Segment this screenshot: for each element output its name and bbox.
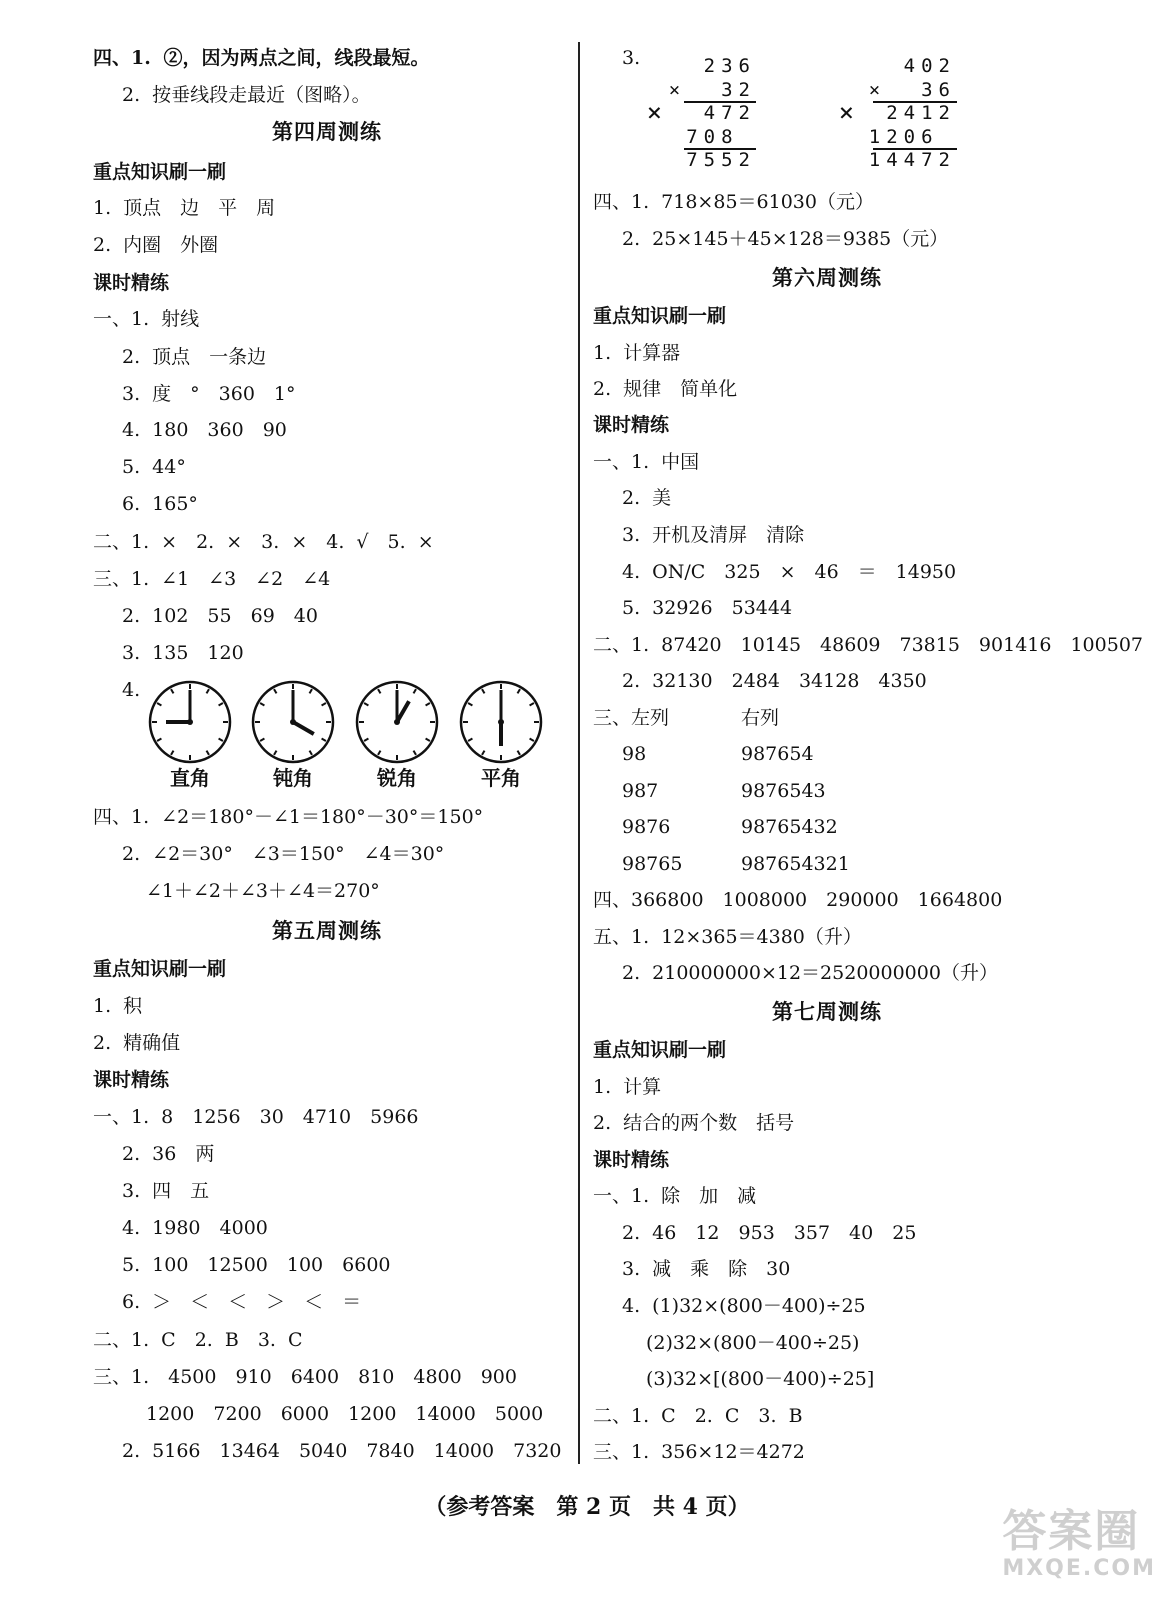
answer-line: 2. 32130 2484 34128 4350 xyxy=(622,670,927,692)
clock-tick xyxy=(260,703,264,706)
section-title-week5: 第五周测练 xyxy=(272,918,382,943)
clock-tick xyxy=(310,751,313,755)
answer-line: 4. 1980 4000 xyxy=(122,1217,268,1239)
clock-tick xyxy=(426,739,430,742)
clock-tick xyxy=(364,703,368,706)
answer-line: 一、1. 中国 xyxy=(593,451,700,473)
column-header-right: 右列 xyxy=(741,707,780,729)
clock-tick xyxy=(322,703,326,706)
clock-tick xyxy=(426,703,430,706)
clock-tick xyxy=(530,739,534,742)
answer-line: 2. 5166 13464 5040 7840 14000 7320 xyxy=(122,1440,562,1462)
answer-line: 1200 7200 6000 1200 14000 5000 xyxy=(146,1403,544,1425)
multiplier: × 36 xyxy=(868,79,956,101)
answer-line: 二、1. 87420 10145 48609 73815 901416 100507 xyxy=(593,634,1143,656)
watermark-url: MXQE.COM xyxy=(1002,1556,1156,1581)
subheading: 重点知识刷一刷 xyxy=(593,1039,727,1061)
answer-line: 二、1. C 2. B 3. C xyxy=(93,1329,303,1351)
answer-line: 2. 25×145＋45×128＝9385（元） xyxy=(622,228,949,250)
subheading: 课时精练 xyxy=(93,272,170,294)
answer-line: ∠1＋∠2＋∠3＋∠4＝270° xyxy=(146,880,380,902)
page-footer: （参考答案 第 2 页 共 4 页） xyxy=(424,1494,750,1520)
clock-tick xyxy=(171,689,174,693)
clock-tick xyxy=(207,689,210,693)
answer-line: 四、1. ②，因为两点之间，线段最短。 xyxy=(93,47,430,69)
product: 14472 xyxy=(868,149,956,171)
subheading: 重点知识刷一刷 xyxy=(593,305,727,327)
subheading: 课时精练 xyxy=(593,1149,670,1171)
table-cell: 98765 xyxy=(622,853,683,875)
clock-center xyxy=(394,719,400,725)
clock-face xyxy=(140,672,240,772)
clock-face xyxy=(347,672,447,772)
clock-tick xyxy=(219,739,223,742)
answer-line: 1. 积 xyxy=(93,995,143,1017)
answer-line: 2. 顶点 一条边 xyxy=(122,346,267,368)
column-divider xyxy=(578,42,580,1464)
clock-tick xyxy=(207,751,210,755)
subheading: 重点知识刷一刷 xyxy=(93,958,227,980)
answer-line: 2. 结合的两个数 括号 xyxy=(593,1112,795,1134)
answer-line: 2. 美 xyxy=(622,487,672,509)
table-cell: 987654 xyxy=(741,743,814,765)
answer-line: 三、1. 4500 910 6400 810 4800 900 xyxy=(93,1366,517,1388)
answer-line: 五、1. 12×365＝4380（升） xyxy=(593,926,862,948)
answer-line: 3. xyxy=(622,47,641,69)
answer-line: 3. 135 120 xyxy=(122,642,244,664)
answer-line: 3. 开机及清屏 清除 xyxy=(622,524,805,546)
partial-product: 708 xyxy=(686,126,756,148)
clock-tick xyxy=(171,751,174,755)
clock-tick xyxy=(219,703,223,706)
clock-tick xyxy=(157,739,161,742)
section-title-week7: 第七周测练 xyxy=(772,999,882,1024)
answer-line: 三、1. 356×12＝4272 xyxy=(593,1441,805,1463)
clock-face xyxy=(243,672,343,772)
answer-line: 5. 44° xyxy=(122,456,186,478)
answer-line: 一、1. 除 加 减 xyxy=(593,1185,757,1207)
multiply-sign: × xyxy=(646,100,663,124)
clock-label: 钝角 xyxy=(273,766,313,790)
answer-line: 三、1. ∠1 ∠3 ∠2 ∠4 xyxy=(93,568,331,590)
clock-center xyxy=(187,719,193,725)
answer-line: 2. 内圈 外圈 xyxy=(93,234,219,256)
answer-line: (2)32×(800－400÷25) xyxy=(646,1332,860,1354)
clock-center xyxy=(290,719,296,725)
table-cell: 987 xyxy=(622,780,659,802)
subheading: 重点知识刷一刷 xyxy=(93,161,227,183)
clock-face xyxy=(451,672,551,772)
clock-tick xyxy=(530,703,534,706)
answer-line: 2. 按垂线段走最近（图略）。 xyxy=(122,84,371,106)
multiplier: × 32 xyxy=(668,79,756,101)
clock-tick xyxy=(518,689,521,693)
answer-line: 1. 顶点 边 平 周 xyxy=(93,197,276,219)
answer-line: 3. 四 五 xyxy=(122,1180,210,1202)
clock-tick xyxy=(482,751,485,755)
answer-line: 6. ＞ ＜ ＜ ＞ ＜ ＝ xyxy=(122,1291,362,1313)
clock-tick xyxy=(364,739,368,742)
partial-product: 472 xyxy=(703,102,756,124)
clock-tick xyxy=(310,689,313,693)
answer-line: 1. 计算 xyxy=(593,1076,662,1098)
clock-label: 锐角 xyxy=(377,766,417,790)
answer-line: 2. 210000000×12＝2520000000（升） xyxy=(622,962,998,984)
answer-line: 4. ON/C 325 × 46 ＝ 14950 xyxy=(622,561,957,583)
clock-label: 平角 xyxy=(481,766,521,790)
table-cell: 987654321 xyxy=(741,853,850,875)
table-cell: 9876 xyxy=(622,816,671,838)
answer-line: 2. 46 12 953 357 40 25 xyxy=(622,1222,917,1244)
multiply-sign: × xyxy=(838,100,855,124)
subheading: 课时精练 xyxy=(593,414,670,436)
section-title-week6: 第六周测练 xyxy=(772,265,882,290)
table-cell: 9876543 xyxy=(741,780,826,802)
answer-line: 4. 180 360 90 xyxy=(122,419,287,441)
answer-line: 3. 度 ° 360 1° xyxy=(122,383,296,405)
answer-line: 四、1. 718×85＝61030（元） xyxy=(593,191,874,213)
hour-hand xyxy=(397,701,409,722)
clock-tick xyxy=(274,689,277,693)
clock-tick xyxy=(322,739,326,742)
answer-line: 3. 减 乘 除 30 xyxy=(622,1258,791,1280)
answer-line: 一、1. 射线 xyxy=(93,308,200,330)
answer-line: 四、1. ∠2＝180°－∠1＝180°－30°＝150° xyxy=(93,806,484,828)
subheading: 课时精练 xyxy=(93,1069,170,1091)
clock-tick xyxy=(157,703,161,706)
hour-hand xyxy=(293,722,314,734)
answer-line: 2. 规律 简单化 xyxy=(593,378,738,400)
product: 7552 xyxy=(686,149,756,171)
partial-product: 2412 xyxy=(886,102,956,124)
clock-tick xyxy=(414,751,417,755)
answer-line: 一、1. 8 1256 30 4710 5966 xyxy=(93,1106,419,1128)
answer-line: 2. 102 55 69 40 xyxy=(122,605,318,627)
clock-center xyxy=(498,719,504,725)
multiplicand: 402 xyxy=(903,55,956,77)
clock-tick xyxy=(378,751,381,755)
column-header-left: 三、左列 xyxy=(593,707,670,729)
partial-product: 1206 xyxy=(868,126,956,148)
clock-tick xyxy=(482,689,485,693)
answer-line: 二、1. × 2. × 3. × 4. √ 5. × xyxy=(93,531,434,553)
answer-line: 四、366800 1008000 290000 1664800 xyxy=(593,889,1003,911)
answer-line: 2. 36 两 xyxy=(122,1143,215,1165)
answer-line: 二、1. C 2. C 3. B xyxy=(593,1405,803,1427)
clock-tick xyxy=(260,739,264,742)
answer-line: 5. 32926 53444 xyxy=(622,597,793,619)
clock-tick xyxy=(378,689,381,693)
answer-line: 4. xyxy=(122,679,141,701)
answer-line: 5. 100 12500 100 6600 xyxy=(122,1254,391,1276)
answer-line: (3)32×[(800－400)÷25] xyxy=(646,1368,875,1390)
answer-line: 2. 精确值 xyxy=(93,1032,181,1054)
watermark-text: 答案圈 xyxy=(1002,1506,1141,1557)
table-cell: 98 xyxy=(622,743,647,765)
clock-tick xyxy=(468,739,472,742)
watermark-logo xyxy=(1002,1508,1156,1582)
answer-line: 1. 计算器 xyxy=(593,342,681,364)
clock-tick xyxy=(414,689,417,693)
clock-label: 直角 xyxy=(170,766,210,790)
section-title-week4: 第四周测练 xyxy=(272,119,382,144)
clock-tick xyxy=(468,703,472,706)
answer-line: 6. 165° xyxy=(122,493,198,515)
answer-line: 4. (1)32×(800－400)÷25 xyxy=(622,1295,866,1317)
clock-tick xyxy=(274,751,277,755)
clock-tick xyxy=(518,751,521,755)
table-cell: 98765432 xyxy=(741,816,838,838)
multiplicand: 236 xyxy=(703,55,756,77)
answer-line: 2. ∠2＝30° ∠3＝150° ∠4＝30° xyxy=(122,843,445,865)
